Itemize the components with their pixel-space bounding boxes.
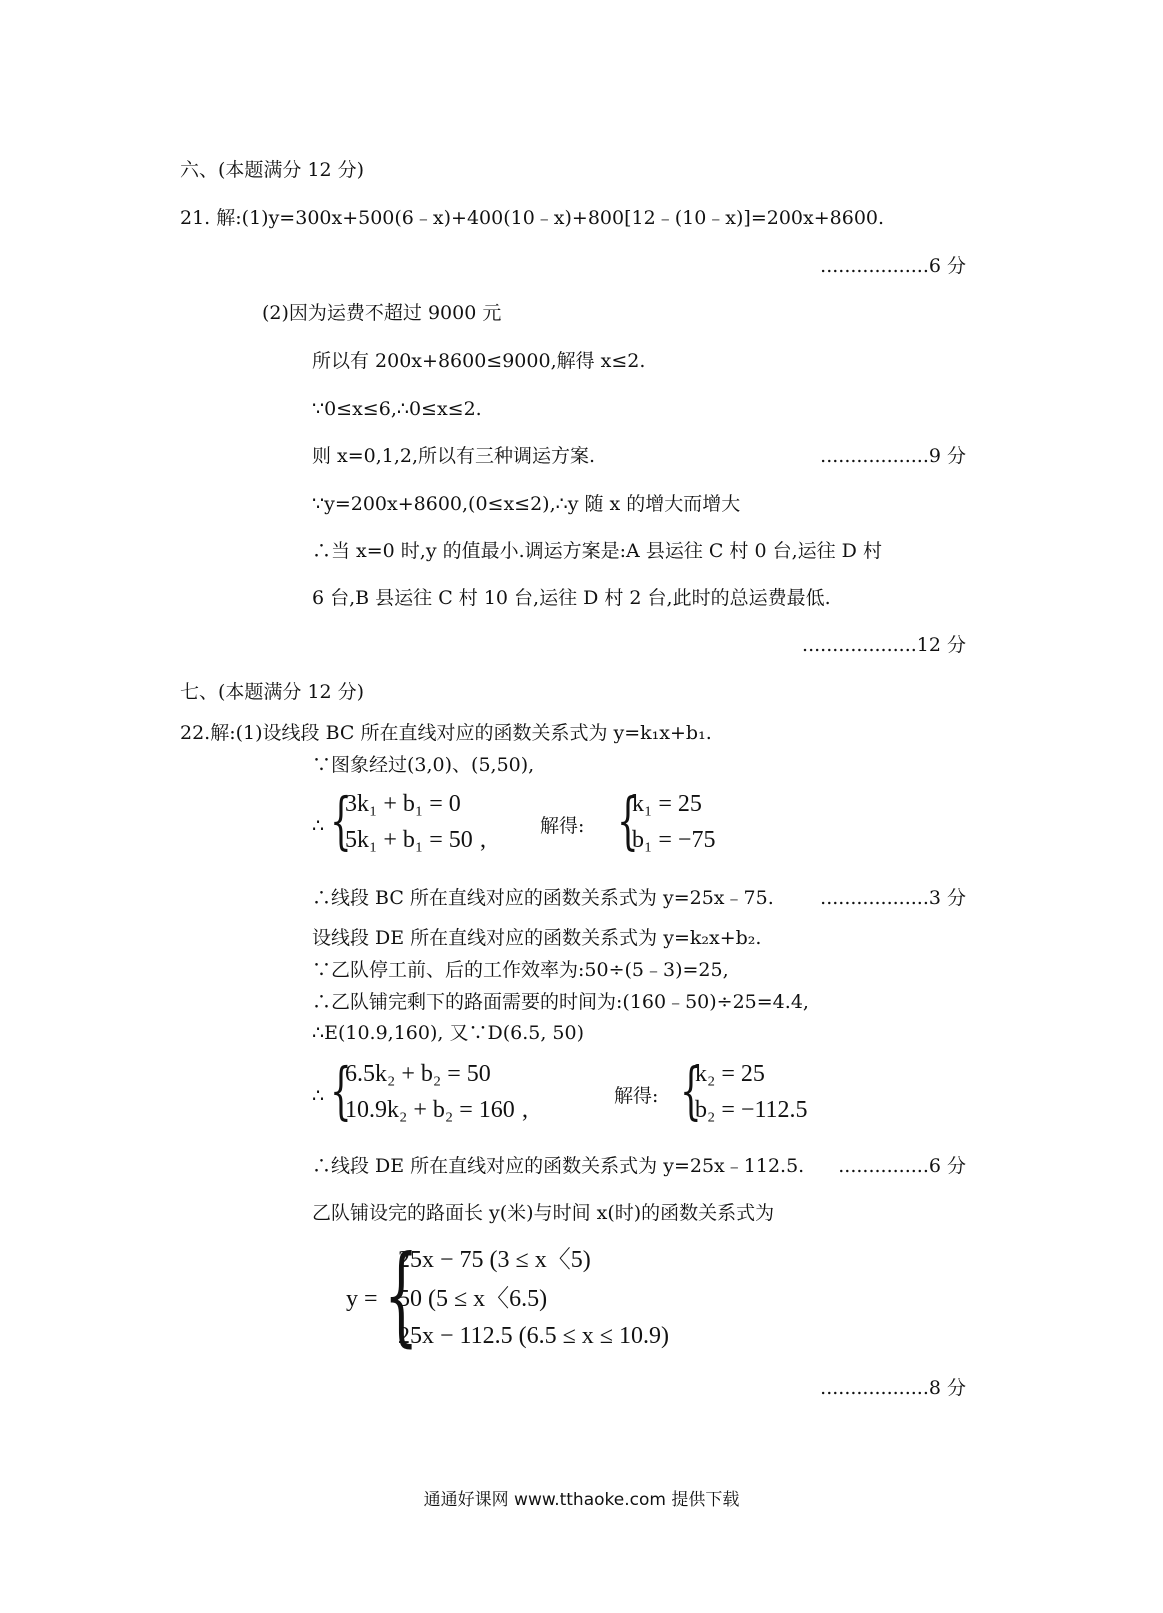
piecewise-function	[346, 1233, 766, 1358]
brace-left: {	[384, 1233, 419, 1358]
sys2-eq2: 10.9k₂ + b₂ = 160	[345, 1097, 515, 1123]
q21-part1: 21. 解:(1)y=300x+500(6﹣x)+400(10﹣x)+800[12﹣(10﹣x)]=200x+8600.	[180, 207, 885, 229]
sys2-solve-label: 解得:	[614, 1085, 659, 1107]
system-1	[312, 784, 732, 860]
sys2-eq1: 6.5k₂ + b₂ = 50	[345, 1061, 491, 1087]
q22-line-5: ∴乙队铺完剩下的路面需要的时间为:(160﹣50)÷25=4.4,	[312, 991, 809, 1013]
sys1-eq2: 5k₁ + b₁ = 50	[345, 827, 473, 853]
brace-left: {	[330, 784, 352, 857]
q22-line-6: ∴E(10.9,160), 又∵D(6.5, 50)	[312, 1022, 585, 1044]
q21-score-6: ..................6 分	[820, 255, 966, 277]
q22-line-7: ∴线段 DE 所在直线对应的函数关系式为 y=25x﹣112.5.	[312, 1155, 805, 1177]
q21-line-1: 所以有 200x+8600≤9000,解得 x≤2.	[312, 350, 646, 372]
q22-score-8: ..................8 分	[820, 1377, 966, 1399]
page-footer: 通通好课网 www.tthaoke.com 提供下载	[423, 1490, 740, 1510]
q22-line-8: 乙队铺设完的路面长 y(米)与时间 x(时)的函数关系式为	[312, 1202, 775, 1224]
q21-line-5: ∴当 x=0 时,y 的值最小.调运方案是:A 县运往 C 村 0 台,运往 D 村	[312, 540, 882, 562]
section-7-heading: 七、(本题满分 12 分)	[180, 681, 365, 703]
piecewise-case-1: 25x − 75 (3 ≤ x〈5)	[398, 1247, 591, 1273]
section-6-heading: 六、(本题满分 12 分)	[180, 159, 365, 181]
q22-line-3: 设线段 DE 所在直线对应的函数关系式为 y=k₂x+b₂.	[312, 927, 762, 949]
sys1-eq1: 3k₁ + b₁ = 0	[345, 791, 461, 817]
q22-line-2: ∴线段 BC 所在直线对应的函数关系式为 y=25x﹣75.	[312, 887, 774, 909]
brace-left: {	[330, 1054, 352, 1127]
q21-line-2: ∵0≤x≤6,∴0≤x≤2.	[312, 398, 482, 420]
q21-part2-title: (2)因为运费不超过 9000 元	[262, 302, 502, 324]
therefore-symbol: ∴	[312, 815, 325, 837]
q21-score-9: ..................9 分	[820, 445, 966, 467]
q22-part1: 22.解:(1)设线段 BC 所在直线对应的函数关系式为 y=k₁x+b₁.	[180, 722, 712, 744]
brace-left: {	[617, 784, 639, 857]
sys1-solve-label: 解得:	[540, 815, 585, 837]
q21-line-4: ∵y=200x+8600,(0≤x≤2),∴y 随 x 的增大而增大	[312, 493, 741, 515]
sys1-comma: ,	[480, 827, 486, 853]
therefore-symbol: ∴	[312, 1085, 325, 1107]
q21-score-12: ...................12 分	[802, 634, 966, 656]
piecewise-lhs: y =	[346, 1286, 378, 1312]
sys1-ans2: b₁ = −75	[632, 827, 716, 853]
brace-left: {	[680, 1054, 702, 1127]
sys2-ans2: b₂ = −112.5	[695, 1097, 808, 1123]
q22-score-6: ...............6 分	[838, 1155, 966, 1177]
system-2	[312, 1054, 832, 1130]
sys2-comma: ,	[522, 1097, 528, 1123]
q22-score-3: ..................3 分	[820, 887, 966, 909]
piecewise-case-3: 25x − 112.5 (6.5 ≤ x ≤ 10.9)	[398, 1323, 669, 1349]
sys2-ans1: k₂ = 25	[695, 1061, 765, 1087]
q21-line-6: 6 台,B 县运往 C 村 10 台,运往 D 村 2 台,此时的总运费最低.	[312, 587, 831, 609]
piecewise-case-2: 50 (5 ≤ x〈6.5)	[398, 1286, 548, 1312]
q22-line-1: ∵图象经过(3,0)、(5,50),	[312, 754, 535, 776]
sys1-ans1: k₁ = 25	[632, 791, 702, 817]
q22-line-4: ∵乙队停工前、后的工作效率为:50÷(5﹣3)=25,	[312, 959, 729, 981]
q21-line-3: 则 x=0,1,2,所以有三种调运方案.	[312, 445, 596, 467]
